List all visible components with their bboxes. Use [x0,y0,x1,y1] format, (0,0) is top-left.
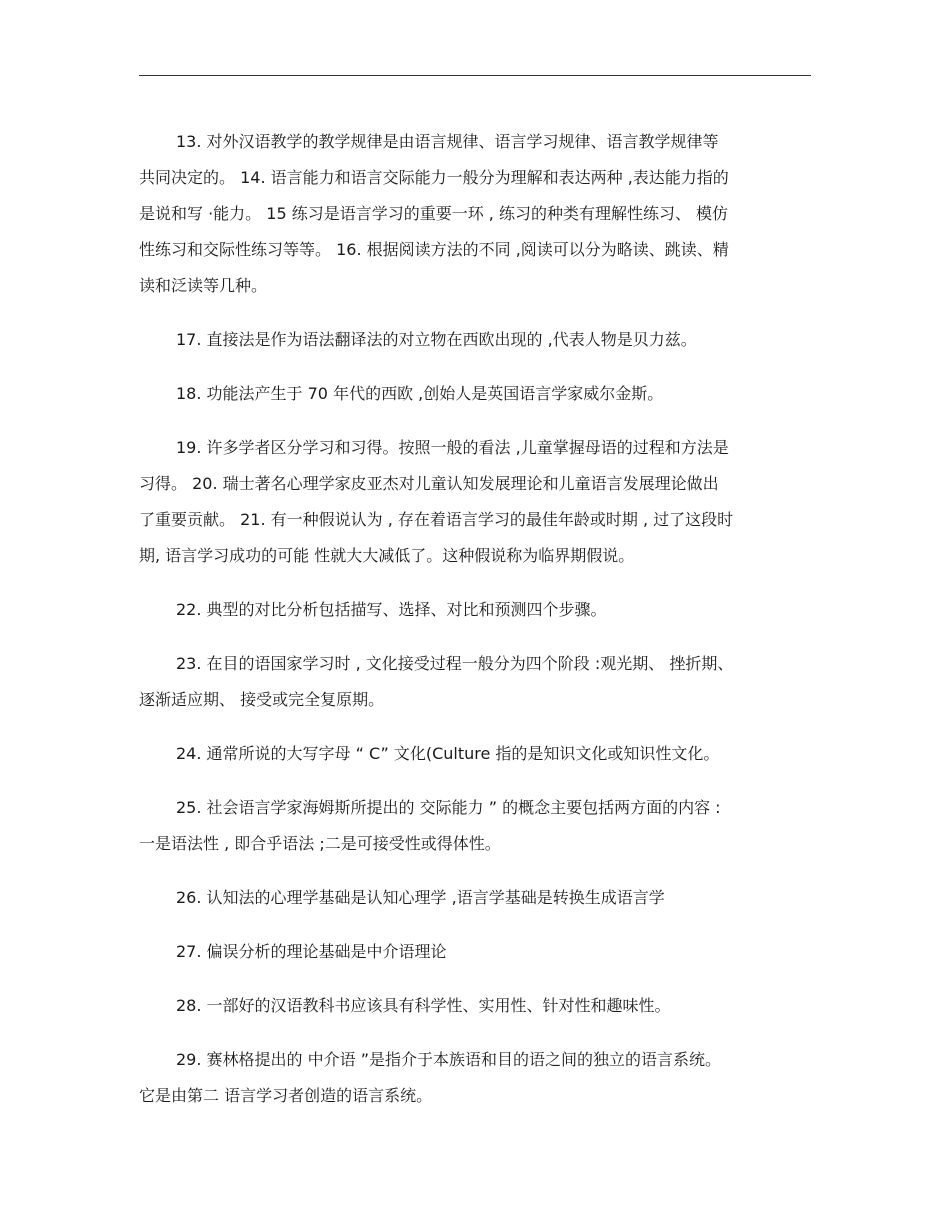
text-line: 共同决定的。 14. 语言能力和语言交际能力一般分为理解和表达两种 ,表达能力指的 [139,168,729,187]
text-line: 18. 功能法产生于 70 年代的西欧 ,创始人是英国语言学家威尔金斯。 [176,384,664,403]
text-line: 了重要贡献。 21. 有一种假说认为 , 存在着语言学习的最佳年龄或时期 , 过了这段时 [139,510,734,529]
text-line: 27. 偏误分析的理论基础是中介语理论 [176,942,447,961]
paragraph-19-21 [139,430,811,574]
text-line: 28. 一部好的汉语教科书应该具有科学性、实用性、针对性和趣味性。 [176,996,671,1015]
text-line: 17. 直接法是作为语法翻译法的对立物在西欧出现的 ,代表人物是贝力兹。 [176,330,697,349]
text-line: 23. 在目的语国家学习时 , 文化接受过程一般分为四个阶段 :观光期、 挫折期、 [176,654,734,673]
text-line: 19. 许多学者区分学习和习得。按照一般的看法 ,儿童掌握母语的过程和方法是 [176,438,729,457]
paragraph-22 [139,592,811,628]
paragraph-28 [139,988,811,1024]
paragraph-17 [139,322,811,358]
text-line: 习得。 20. 瑞士著名心理学家皮亚杰对儿童认知发展理论和儿童语言发展理论做出 [139,474,719,493]
paragraph-24 [139,736,811,772]
text-line: 期, 语言学习成功的可能 性就大大减低了。这种假说称为临界期假说。 [139,546,635,565]
text-line: 是说和写 ·能力。 15 练习是语言学习的重要一环 , 练习的种类有理解性练习、 模仿 [139,204,729,223]
text-line: 13. 对外汉语教学的教学规律是由语言规律、语言学习规律、语言教学规律等 [176,132,719,151]
text-line: 22. 典型的对比分析包括描写、选择、对比和预测四个步骤。 [176,600,607,619]
paragraph-25 [139,790,811,862]
paragraph-26 [139,880,811,916]
text-line: 它是由第二 语言学习者创造的语言系统。 [139,1086,433,1105]
text-line: 26. 认知法的心理学基础是认知心理学 ,语言学基础是转换生成语言学 [176,888,665,907]
text-line: 读和泛读等几种。 [139,276,268,295]
header-rule [139,75,811,76]
text-line: 29. 赛林格提出的 中介语 ”是指介于本族语和目的语之间的独立的语言系统。 [176,1050,721,1069]
paragraph-23 [139,646,811,718]
text-line: 一是语法性 , 即合乎语法 ;二是可接受性或得体性。 [139,834,501,853]
paragraph-27 [139,934,811,970]
text-line: 25. 社会语言学家海姆斯所提出的 交际能力 ” 的概念主要包括两方面的内容 : [176,798,721,817]
paragraph-13-16 [139,124,811,304]
paragraph-29 [139,1042,811,1114]
text-line: 逐渐适应期、 接受或完全复原期。 [139,690,385,709]
text-line: 性练习和交际性练习等等。 16. 根据阅读方法的不同 ,阅读可以分为略读、跳读、精 [139,240,729,259]
document-body [139,124,811,1114]
text-line: 24. 通常所说的大写字母 “ C” 文化(Culture 指的是知识文化或知识性文化。 [176,744,720,763]
paragraph-18 [139,376,811,412]
